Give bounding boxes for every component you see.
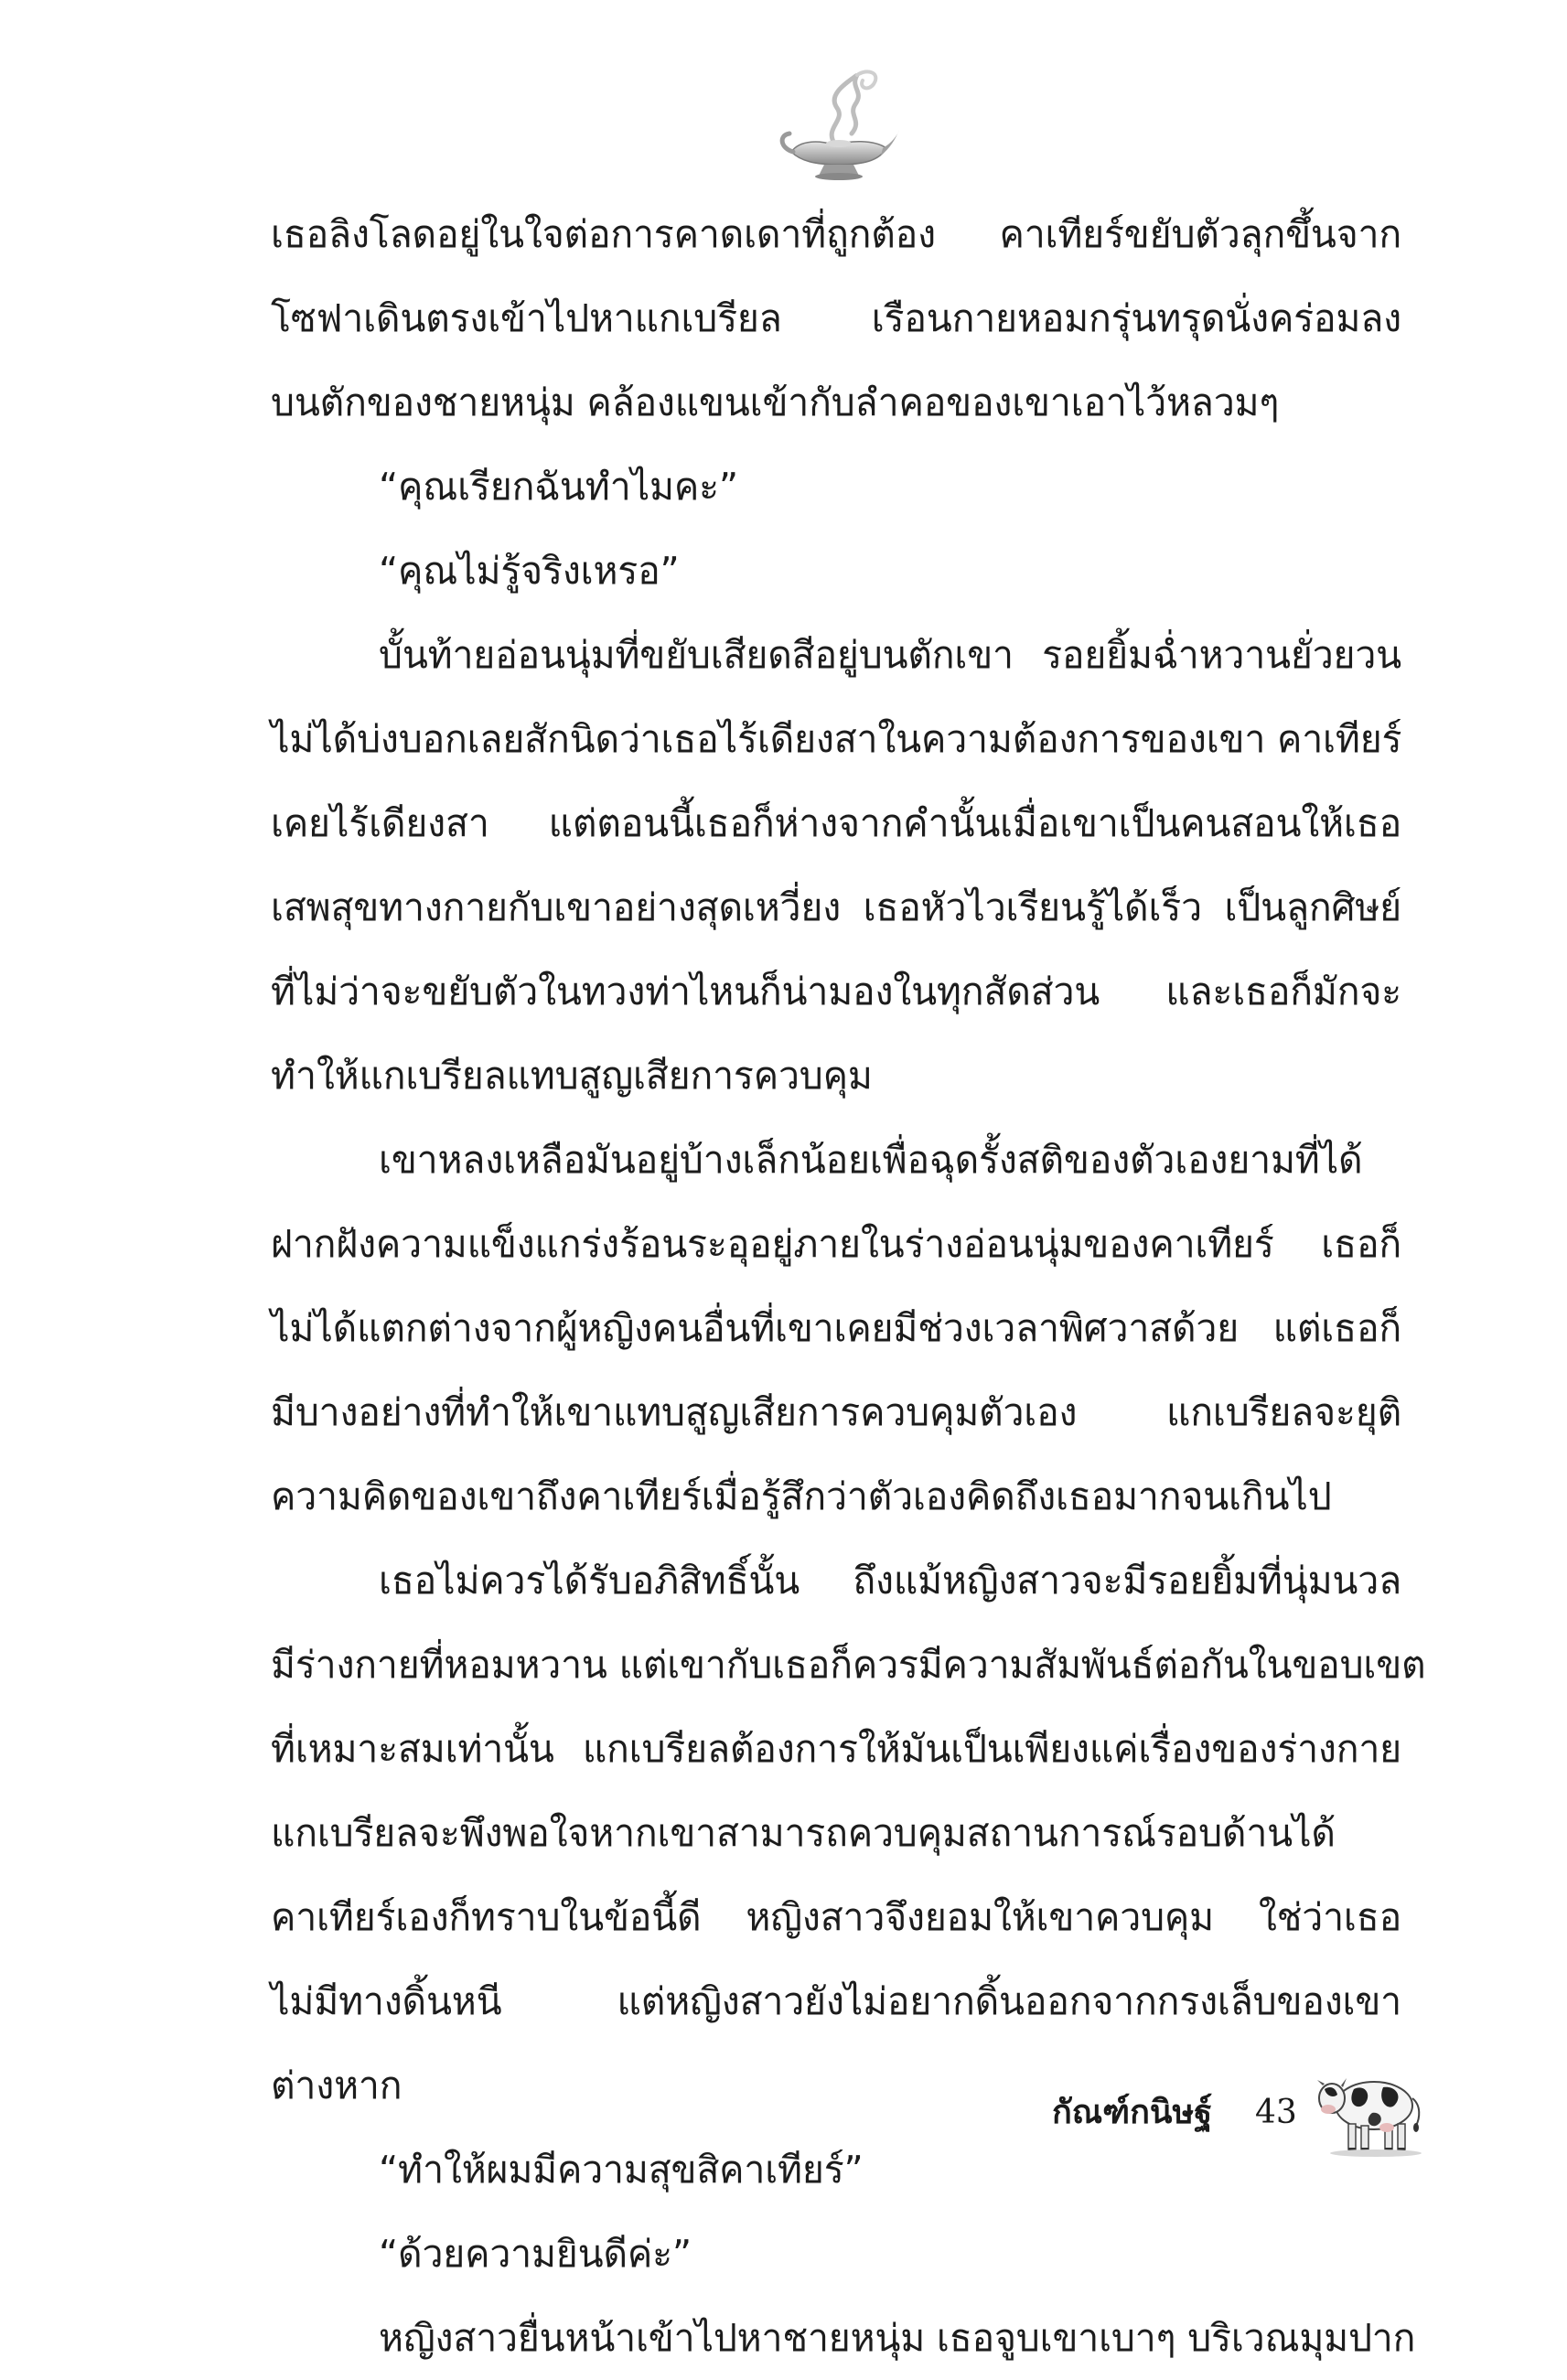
text-line: บั้นท้ายอ่อนนุ่มที่ขยับเสียดสีอยู่บนตักเขา รอยยิ้มฉ่ำหวานยั่วยวน [379, 633, 1401, 677]
page-number: 43 [1255, 2094, 1297, 2131]
text-line: มีร่างกายที่หอมหวาน แต่เขากับเธอก็ควรมีความสัมพันธ์ต่อกันในขอบเขต [271, 1643, 1426, 1687]
dialogue-line: “คุณเรียกฉันทำไมคะ” [379, 465, 738, 509]
text-line: คาเทียร์เองก็ทราบในข้อนี้ดี หญิงสาวจึงยอมให้เขาควบคุม ใช่ว่าเธอ [271, 1895, 1401, 1939]
cow-icon [1317, 2058, 1427, 2159]
dialogue-line: “คุณไม่รู้จริงเหรอ” [379, 549, 680, 593]
text-line: ความคิดของเขาถึงคาเทียร์เมื่อรู้สึกว่าตัวเองคิดถึงเธอมากจนเกินไป [271, 1474, 1332, 1518]
magic-lamp-ornament-icon [773, 64, 901, 183]
text-line: ที่เหมาะสมเท่านั้น แกเบรียลต้องการให้มันเป็นเพียงแค่เรื่องของร่างกาย [271, 1727, 1401, 1771]
text-line: บนตักของชายหนุ่ม คล้องแขนเข้ากับลำคอของเขาเอาไว้หลวมๆ [271, 381, 1280, 424]
text-line: ฝากฝังความแข็งแกร่งร้อนระอุอยู่ภายในร่างอ่อนนุ่มของคาเทียร์ เธอก็ [271, 1222, 1401, 1266]
text-line: เธอลิงโลดอยู่ในใจต่อการคาดเดาที่ถูกต้อง คาเทียร์ขยับตัวลุกขึ้นจาก [271, 212, 1401, 256]
text-line: ทำให้แกเบรียลแทบสูญเสียการควบคุม [271, 1054, 873, 1098]
text-line: โซฟาเดินตรงเข้าไปหาแกเบรียล เรือนกายหอมกรุ่นทรุดนั่งคร่อมลง [271, 296, 1401, 340]
text-line: ไม่มีทางดิ้นหนี แต่หญิงสาวยังไม่อยากดิ้นออกจากกรงเล็บของเขา [271, 1979, 1401, 2023]
text-line: เธอไม่ควรได้รับอภิสิทธิ์นั้น ถึงแม้หญิงสาวจะมีรอยยิ้มที่นุ่มนวล [379, 1559, 1401, 1603]
body-text [271, 192, 1426, 2380]
text-line: เคยไร้เดียงสา แต่ตอนนี้เธอก็ห่างจากคำนั้นเมื่อเขาเป็นคนสอนให้เธอ [271, 801, 1401, 845]
text-line: ต่างหาก [271, 2064, 402, 2107]
dialogue-line: “ทำให้ผมมีความสุขสิคาเทียร์” [379, 2148, 864, 2192]
text-line: เสพสุขทางกายกับเขาอย่างสุดเหวี่ยง เธอหัวไวเรียนรู้ได้เร็ว เป็นลูกศิษย์ [271, 885, 1401, 929]
dialogue-line: “ด้วยความยินดีค่ะ” [379, 2232, 692, 2276]
text-line: ที่ไม่ว่าจะขยับตัวในทวงท่าไหนก็น่ามองในทุกสัดส่วน และเธอก็มักจะ [271, 970, 1401, 1013]
text-line: มีบางอย่างที่ทำให้เขาแทบสูญเสียการควบคุมตัวเอง แกเบรียลจะยุติ [271, 1390, 1401, 1434]
text-line: ไม่ได้บ่งบอกเลยสักนิดว่าเธอไร้เดียงสาในความต้องการของเขา คาเทียร์ [271, 717, 1402, 761]
page-footer [1052, 2067, 1436, 2159]
text-line: แกเบรียลจะพึงพอใจหากเขาสามารถควบคุมสถานการณ์รอบด้านได้ [271, 1811, 1336, 1855]
text-line: เขาหลงเหลือมันอยู่บ้างเล็กน้อยเพื่อฉุดรั้งสติของตัวเองยามที่ได้ [379, 1138, 1363, 1182]
text-line: ไม่ได้แตกต่างจากผู้หญิงคนอื่นที่เขาเคยมีช่วงเวลาพิศวาสด้วย แต่เธอก็ [271, 1306, 1401, 1350]
text-line: หญิงสาวยื่นหน้าเข้าไปหาชายหนุ่ม เธอจูบเขาเบาๆ บริเวณมุมปาก [379, 2316, 1416, 2360]
book-title: กัณฑ์กนิษฐ์ [1052, 2094, 1213, 2131]
